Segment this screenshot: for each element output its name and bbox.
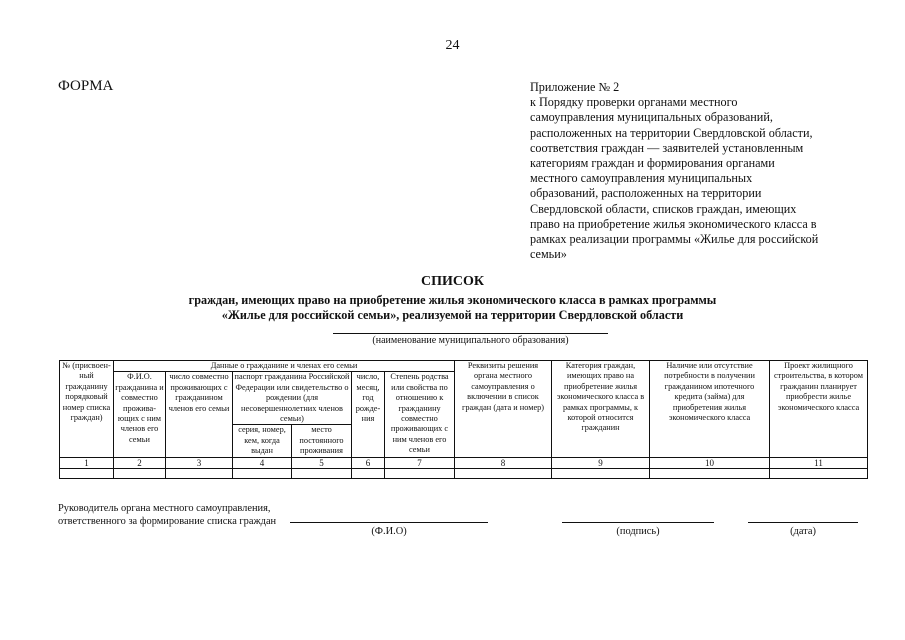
signature-fill-line[interactable] [562,522,714,523]
table-cell[interactable] [166,468,233,478]
signatory-line: ответственного за формирование списка граждан [58,516,277,527]
column-number-cell: 4 [233,457,292,468]
appendix-line: категориям граждан и формирования органами [530,156,775,171]
municipality-caption: (наименование муниципального образования) [372,335,569,346]
table-cell[interactable] [650,468,770,478]
column-number-cell: 6 [352,457,385,468]
citizens-list-table [59,360,868,479]
header-cell-number: № (присвоен-ный гражданину порядковый номер списка граждан) [60,361,114,458]
appendix-line: к Порядку проверки органами местного [530,95,738,110]
date-fill-line[interactable] [748,522,858,523]
column-number-cell: 5 [292,457,352,468]
appendix-note [530,80,860,262]
header-cell-passport-series: серия, номер, кем, когда выдан [233,425,292,457]
fio-caption: (Ф.И.О) [371,526,407,537]
header-cell-family-count: число совместно проживающих с гражданином членов его семьи [166,372,233,457]
table-cell[interactable] [770,468,868,478]
header-cell-passport: паспорт гражданина Российской Федерации или свидетельство о рождении (для несовершеннолетних членов семьи) [233,372,352,425]
appendix-line: Свердловской области, списков граждан, имеющих [530,201,797,216]
signature-caption: (подпись) [616,526,660,537]
header-cell-residence: место постоянного проживания [292,425,352,457]
header-cell-housing-project: Проект жилищного строительства, в котором гражданин планирует приобрести жилье экономического класса [770,361,868,458]
document-title: СПИСОК [420,274,485,289]
column-number-cell: 2 [114,457,166,468]
appendix-line: соответствия граждан — заявителей установленным [530,140,804,155]
appendix-line: самоуправления муниципальных образований, [530,110,773,125]
subtitle-line: «Жилье для российской семьи», реализуемой на территории Свердловской области [221,308,684,322]
column-number-cell: 7 [385,457,455,468]
table-cell[interactable] [60,468,114,478]
signatory-line: Руководитель органа местного самоуправления, [58,503,271,514]
column-number-cell: 1 [60,457,114,468]
table-cell[interactable] [114,468,166,478]
header-cell-fio: Ф.И.О. гражданина и совместно прожива-ющих с ним членов его семьи [114,372,166,457]
table-cell[interactable] [552,468,650,478]
date-caption: (дата) [790,526,816,537]
header-cell-relation: Степень родства или свойства по отношению к гражданину совместно проживающих с ним членов его семьи [385,372,455,457]
table-cell[interactable] [352,468,385,478]
page-number: 24 [445,38,460,53]
appendix-line: право на приобретение жилья экономического класса в [530,216,817,231]
appendix-line: образований, расположенных на территории [530,186,762,201]
table-cell[interactable] [233,468,292,478]
table-cell[interactable] [455,468,552,478]
table-cell[interactable] [292,468,352,478]
column-number-cell: 11 [770,457,868,468]
header-cell-mortgage-need: Наличие или отсутствие потребности в получении гражданином ипотечного кредита (займа) для приобретения жилья экономического класса [650,361,770,458]
appendix-line: Приложение № 2 [530,80,620,94]
column-number-cell: 10 [650,457,770,468]
header-cell-birth-date: число, месяц, год рожде-ния [352,372,385,457]
header-cell-citizen-category: Категория граждан, имеющих право на приобретение жилья экономического класса в рамках программы, к которой относится гражданин [552,361,650,458]
document-subtitle [0,293,905,323]
form-label: ФОРМА [58,78,114,94]
subtitle-line: граждан, имеющих право на приобретение жилья экономического класса в рамках программы [188,293,717,307]
column-number-cell: 8 [455,457,552,468]
header-group-citizen-data: Данные о гражданине и членах его семьи [114,361,455,372]
appendix-line: семьи» [530,247,567,262]
table-cell[interactable] [385,468,455,478]
table-row [60,468,868,478]
fio-fill-line[interactable] [290,522,488,523]
appendix-line: местного самоуправления муниципальных [530,171,753,186]
signatory-label [58,502,276,528]
appendix-line: рамках реализации программы «Жилье для российской [530,232,819,247]
municipality-fill-line[interactable] [333,333,608,334]
column-number-cell: 3 [166,457,233,468]
column-number-cell: 9 [552,457,650,468]
header-cell-decision-details: Реквизиты решения органа местного самоуправления о включении в список граждан (дата и номер) [455,361,552,458]
appendix-line: расположенных на территории Свердловской области, [530,125,813,140]
